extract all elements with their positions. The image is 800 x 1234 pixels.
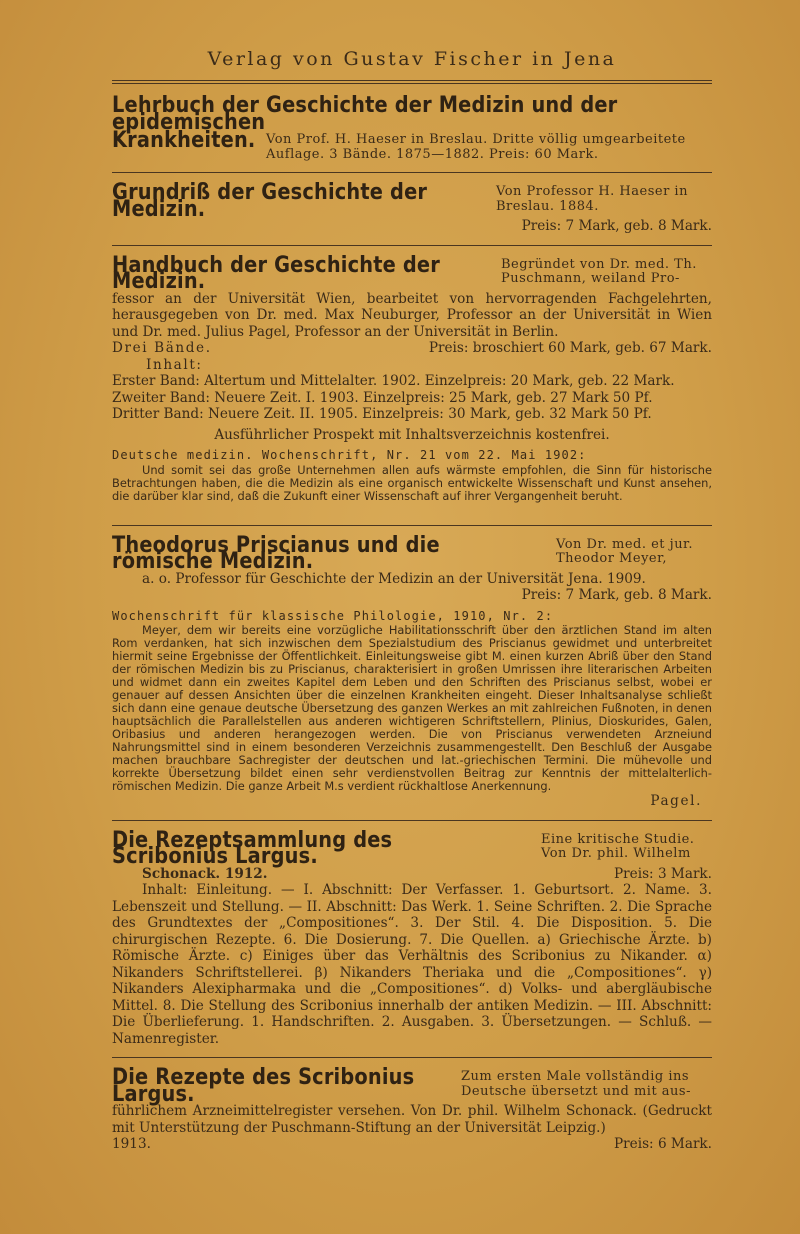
double-rule xyxy=(112,80,712,84)
review-signature: Pagel. xyxy=(650,793,702,809)
entry-author-info: Von Dr. med. et jur. Theodor Meyer, xyxy=(556,536,693,566)
divider xyxy=(112,245,712,246)
entry-contents: Inhalt: Einleitung. — I. Abschnitt: Der Verfasser. 1. Geburtsort. 2. Name. 3. Lebenszeit und Stellung. — II. Abschnitt: Das Werk. 1. Seine Schriften. 2. Die Sprache des Grundtextes der „Compositiones“. 3. Der Stil. 4. Die Disposition. 5. Die chirurgischen Rezepte. 6. Die Dosierung. 7. Die Quellen. a) Griechische Ärzte. b) Römische Ärzte. c) Einiges über das Verhältnis des Scribonius zu Nikander. α) Nikanders Schriftstellerei. β) Nikanders Theriaka und die „Compositiones“. γ) Nikanders Alexipharmaka und die „Compositiones“. d) Volks- und abergläubische Mittel. 8. Die Stellung des Scribonius innerhalb der antiken Medizin. — III. Abschnitt: Die Überlieferung. 1. Handschriften. 2. Ausgaben. 3. Übersetzungen. — Schluß. — Namenregister. xyxy=(112,882,712,1047)
entry-theodorus xyxy=(112,532,712,810)
entry-volumes: Drei Bände. xyxy=(112,340,212,356)
entry-price: Preis: 7 Mark, geb. 8 Mark. xyxy=(521,218,712,234)
volume-line: Erster Band: Altertum und Mittelalter. 1902. Einzelpreis: 20 Mark, geb. 22 Mark. xyxy=(112,373,675,389)
entry-rezeptsammlung xyxy=(112,827,712,1048)
entry-description: fessor an der Universität Wien, bearbeitet von hervorragenden Fachgelehrten, herausgegeben von Dr. med. Max Neuburger, Professor an der Universität in Wien und Dr. med. Julius Pagel, Professor an der Universität in Berlin. xyxy=(112,290,712,340)
entry-title: Lehrbuch der Geschichte der Medizin und der epidemischen xyxy=(112,93,618,135)
entry-handbuch xyxy=(112,252,712,503)
entry-year: 1913. xyxy=(112,1136,151,1152)
contents-label: Inhalt: xyxy=(146,356,203,373)
entry-author-info: Von Professor H. Haeser in Breslau. 1884. xyxy=(496,184,688,214)
divider xyxy=(112,525,712,526)
divider xyxy=(112,820,712,821)
review-source: Deutsche medizin. Wochenschrift, Nr. 21 vom 22. Mai 1902: xyxy=(112,448,587,462)
entry-description: führlichem Arzneimittelregister versehen. Von Dr. phil. Wilhelm Schonack. (Gedruckt mit Unterstützung der Puschmann-Stiftung an der Universität Leipzig.) xyxy=(112,1103,712,1136)
entry-price: Preis: 6 Mark. xyxy=(614,1136,712,1152)
entry-title: Handbuch der Geschichte der Medizin. xyxy=(112,252,440,294)
entry-price: Preis: 3 Mark. xyxy=(614,865,712,882)
entry-grundriss xyxy=(112,180,712,235)
entry-author-info: Begründet von Dr. med. Th. Puschmann, weiland Pro- xyxy=(501,256,697,286)
entry-title: Die Rezepte des Scribonius Largus. xyxy=(112,1065,415,1107)
review-text: Und somit sei das große Unternehmen allen aufs wärmste empfohlen, die Sinn für historische Betrachtungen haben, die die Medizin als eine organisch entwickelte Wissenschaft und Kunst ansehen, die darüber klar sind, daß die Zukunft einer Wissenschaft auf ihrer Vergangenheit beruht. xyxy=(112,462,712,503)
entry-price: Preis: 7 Mark, geb. 8 Mark. xyxy=(521,587,712,603)
volume-line: Zweiter Band: Neuere Zeit. I. 1903. Einzelpreis: 25 Mark, geb. 27 Mark 50 Pf. xyxy=(112,389,653,406)
review-text: Meyer, dem wir bereits eine vorzügliche Habilitationsschrift über den ärztlichen Stand im alten Rom verdanken, hat sich inzwischen dem Spezialstudium des Priscianus gewidmet und unterbreitet hiermit seine Ergebnisse der Öffentlichkeit. Einleitungsweise gibt M. einen kurzen Abriß über den Stand der römischen Medizin bis zu Priscianus, charakterisiert in großen Umrissen ihre literarischen Arbeiten und widmet dann ein zweites Kapitel dem Leben und den Schriften des Priscianus selbst, wobei er genauer auf dessen Ansichten über die einzelnen Krankheiten eingeht. Dieser Inhaltsanalyse schließt sich dann eine genaue deutsche Übersetzung des ganzen Werkes an mit zahlreichen Fußnoten, in denen hauptsächlich die Parallelstellen aus anderen wichtigeren Schriftstellern, Plinius, Dioskurides, Galen, Oribasius und anderen herangezogen werden. Die von Priscianus verwendeten Arzneiund Nahrungsmittel sind in einem besonderen Verzeichnis zusammengestellt. Den Beschluß der Ausgabe machen brauchbare Sachregister der deutschen und lat.-griechischen Termini. Die mühevolle und korrekte Übersetzung bildet einen sehr verdienstvollen Beitrag zur Kenntnis der mittelalterlich-römischen Medizin. Die ganze Arbeit M.s verdient rückhaltlose Anerkennung. xyxy=(112,623,712,793)
entry-title: Grundriß der Geschichte der Medizin. xyxy=(112,180,428,222)
divider xyxy=(112,172,712,173)
entry-title: Die Rezeptsammlung des Scribonius Largus. xyxy=(112,827,393,869)
review-source: Wochenschrift für klassische Philologie, 1910, Nr. 2: xyxy=(112,608,554,623)
entry-author: Schonack. 1912. xyxy=(142,865,268,882)
publisher-header: Verlag von Gustav Fischer in Jena xyxy=(207,48,617,70)
entry-rezepte xyxy=(112,1065,712,1153)
entry-description: a. o. Professor für Geschichte der Medizin an der Universität Jena. 1909. xyxy=(142,570,646,587)
entry-lehrbuch xyxy=(112,93,712,162)
entry-title: Theodorus Priscianus und die römische Medizin. xyxy=(112,532,440,574)
divider xyxy=(112,1057,712,1058)
entry-title-continued: Krankheiten. xyxy=(112,128,256,153)
entry-author-info: Eine kritische Studie. Von Dr. phil. Wilhelm xyxy=(541,831,695,861)
entry-author-info: Von Prof. H. Haeser in Breslau. Dritte völlig umgearbeitete Auflage. 3 Bände. 1875—1882. Preis: 60 Mark. xyxy=(266,132,686,162)
prospect-note: Ausführlicher Prospekt mit Inhaltsverzeichnis kostenfrei. xyxy=(214,426,610,443)
entry-price: Preis: broschiert 60 Mark, geb. 67 Mark. xyxy=(428,340,712,356)
volume-line: Dritter Band: Neuere Zeit. II. 1905. Einzelpreis: 30 Mark, geb. 32 Mark 50 Pf. xyxy=(112,406,652,422)
entry-author-info: Zum ersten Male vollständig ins Deutsche übersetzt und mit aus- xyxy=(461,1069,691,1099)
